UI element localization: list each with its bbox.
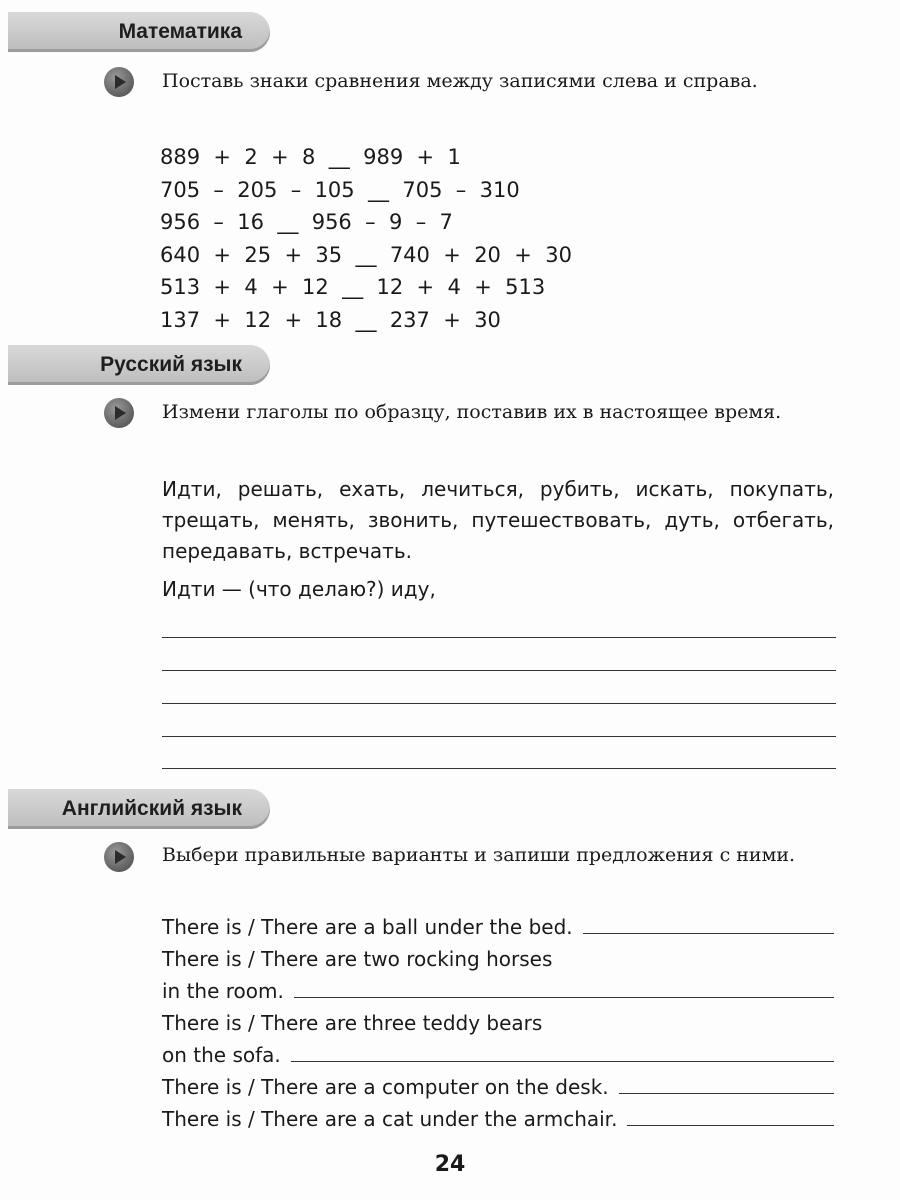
sentence-text: in the room. [162,979,284,1003]
sentence-text: There is / There are a cat under the armchair. [162,1107,618,1131]
math-row: 137 + 12 + 18 __ 237 + 30 [160,307,501,332]
math-instruction: Поставь знаки сравнения между записями слева и справа. [162,70,758,92]
math-row: 889 + 2 + 8 __ 989 + 1 [160,145,461,169]
answer-blank[interactable] [583,911,834,934]
math-expressions [160,141,572,336]
sentence-row [162,1103,834,1135]
sentence-row [162,975,834,1007]
answer-blank[interactable] [627,1103,834,1126]
russian-instruction: Измени глаголы по образцу, поставив их в настоящее время. [162,401,782,423]
page-number: 24 [434,1152,466,1177]
sentence-row [162,943,834,975]
answer-line[interactable] [162,703,836,704]
play-icon [104,67,134,97]
sentence-text: There is / There are a computer on the desk. [162,1075,609,1099]
math-row: 705 – 205 – 105 __ 705 – 310 [160,177,520,202]
answer-line[interactable] [162,768,836,769]
answer-blank[interactable] [619,1071,834,1094]
english-sentences [162,911,834,1135]
play-icon [104,842,134,872]
russian-section-tab [8,345,270,385]
math-row: 956 – 16 __ 956 – 9 – 7 [160,210,453,234]
math-row: 640 + 25 + 35 __ 740 + 20 + 30 [160,242,572,267]
sentence-text: There is / There are a ball under the bed. [162,915,573,939]
play-icon [104,398,134,428]
sentence-text: on the sofa. [162,1043,281,1067]
math-tab-label: Математика [118,20,242,43]
sentence-text: There is / There are two rocking horses [162,947,553,971]
sentence-row [162,1071,834,1103]
sentence-text: There is / There are three teddy bears [162,1011,543,1035]
english-tab-label: Английский язык [61,797,242,820]
russian-verb-list: Идти, решать, ехать, лечиться, рубить, искать, покупать, трещать, менять, звонить, путешествовать, дуть, отбегать, передавать, встречать. [162,477,834,563]
english-instruction: Выбери правильные варианты и запиши предложения с ними. [162,844,796,866]
answer-line[interactable] [162,637,836,638]
russian-tab-label: Русский язык [100,353,242,376]
sentence-row [162,911,834,943]
math-row: 513 + 4 + 12 __ 12 + 4 + 513 [160,275,546,299]
answer-blank[interactable] [294,975,834,998]
answer-blank[interactable] [291,1039,834,1062]
russian-example: Идти — (что делаю?) иду, [162,577,436,601]
sentence-row [162,1007,834,1039]
answer-line[interactable] [162,670,836,671]
answer-line[interactable] [162,736,836,737]
math-section-tab [8,12,270,52]
sentence-row [162,1039,834,1071]
english-section-tab [8,789,270,829]
